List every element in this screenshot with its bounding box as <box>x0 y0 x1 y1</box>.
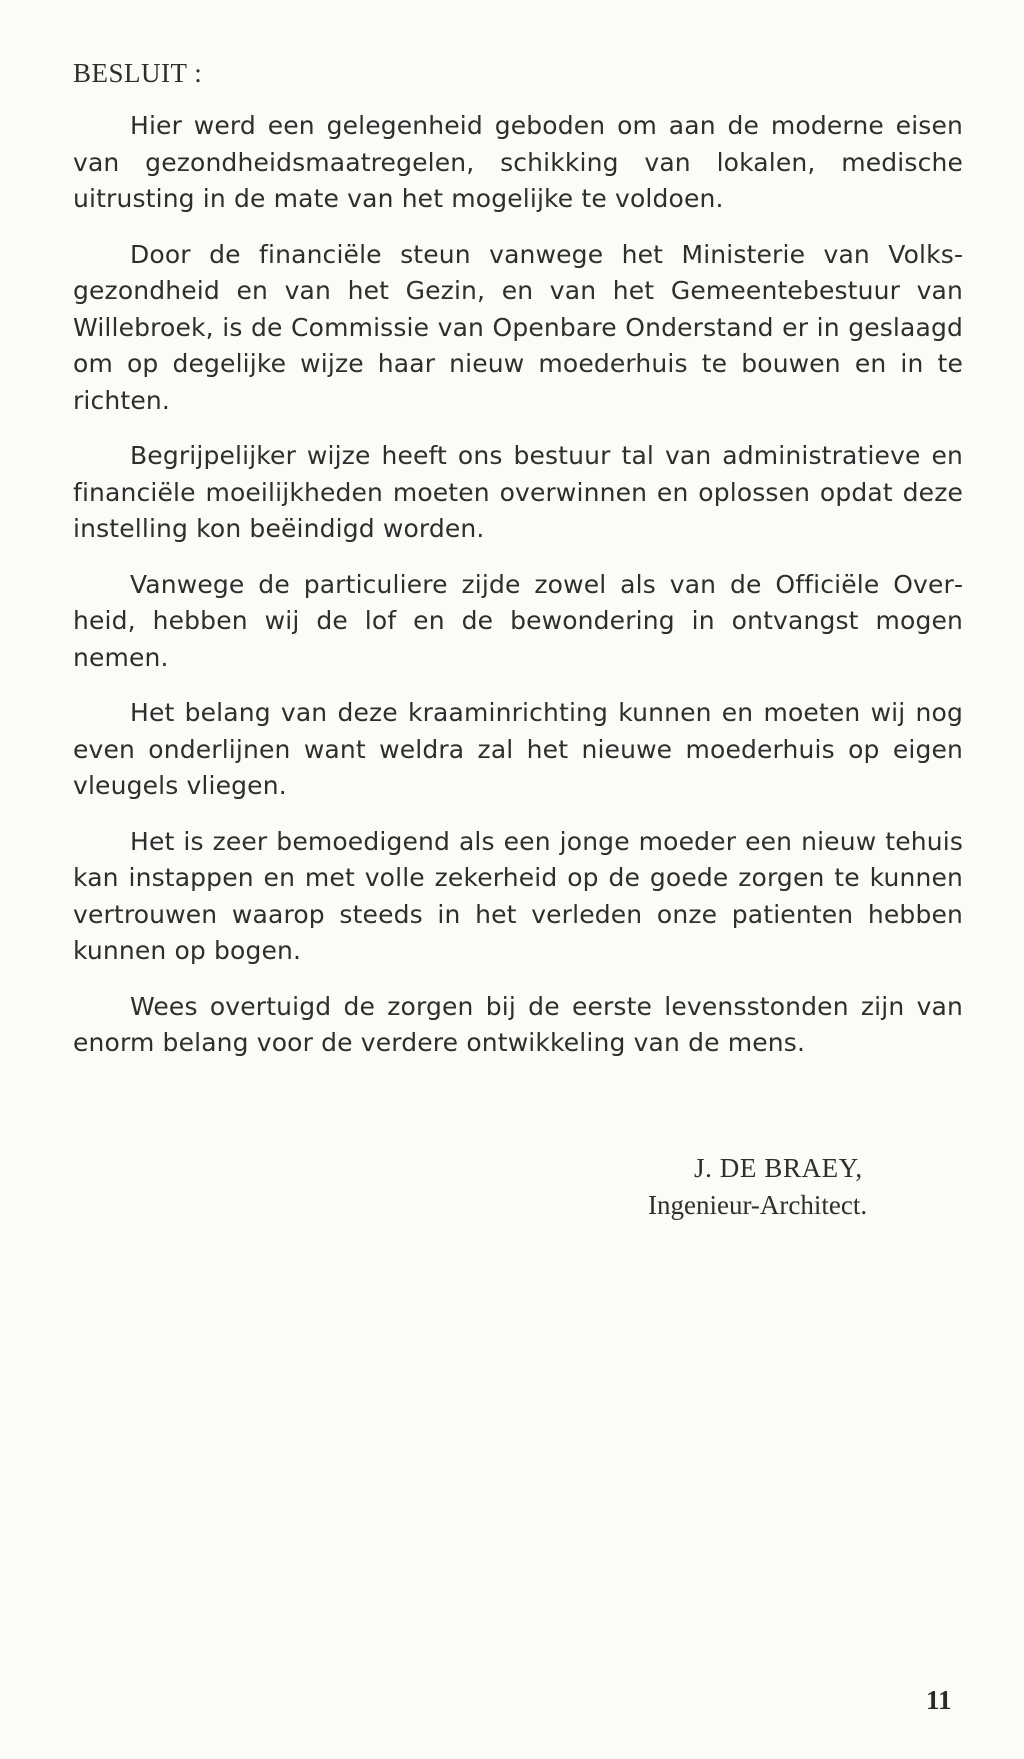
paragraph: Wees overtuigd de zorgen bij de eerste levensstonden zijn van enorm belang voor de verdere ontwikkeling van de mens. <box>73 991 963 1057</box>
paragraph: Het is zeer bemoedigend als een jonge moeder een nieuw tehuis kan instappen en met volle zekerheid op de goede zorgen te kunnen vertrouwen waarop steeds in het verleden onze patienten hebben kunnen op bogen. <box>73 826 963 965</box>
signature-block <box>648 1150 978 1224</box>
paragraph: Vanwege de particuliere zijde zowel als van de Officiële Overheid, hebben wij de lof en de bewondering in ontvangst mogen nemen. <box>73 569 963 672</box>
page-number: 11 <box>926 1685 952 1715</box>
paragraph: Begrijpelijker wijze heeft ons bestuur tal van administratieve en financiële moeilijkheden moeten overwinnen en oplossen opdat deze instelling kon beëindigd worden. <box>73 441 963 543</box>
body-text <box>73 55 963 1081</box>
paragraph: Door de financiële steun vanwege het Ministerie van Volksgezondheid en van het Gezin, en van het Gemeentebestuur van Willebroek, is de Commissie van Openbare Onderstand er in geslaagd om op degelijke wijze haar nieuw moederhuis te bouwen en in te richten. <box>73 239 963 415</box>
signature-title: Ingenieur-Architect. <box>648 1190 868 1220</box>
paragraph: Hier werd een gelegenheid geboden om aan de moderne eisen van gezondheidsmaatregelen, schikking van lokalen, medische uitrusting in de mate van het mogelijke te voldoen. <box>73 111 963 213</box>
paragraph: Het belang van deze kraaminrichting kunnen en moeten wij nog even onderlijnen want weldra zal het nieuwe moederhuis op eigen vleugels vliegen. <box>73 698 963 800</box>
section-heading: BESLUIT : <box>73 58 203 88</box>
signature-name: J. DE BRAEY, <box>694 1153 863 1183</box>
